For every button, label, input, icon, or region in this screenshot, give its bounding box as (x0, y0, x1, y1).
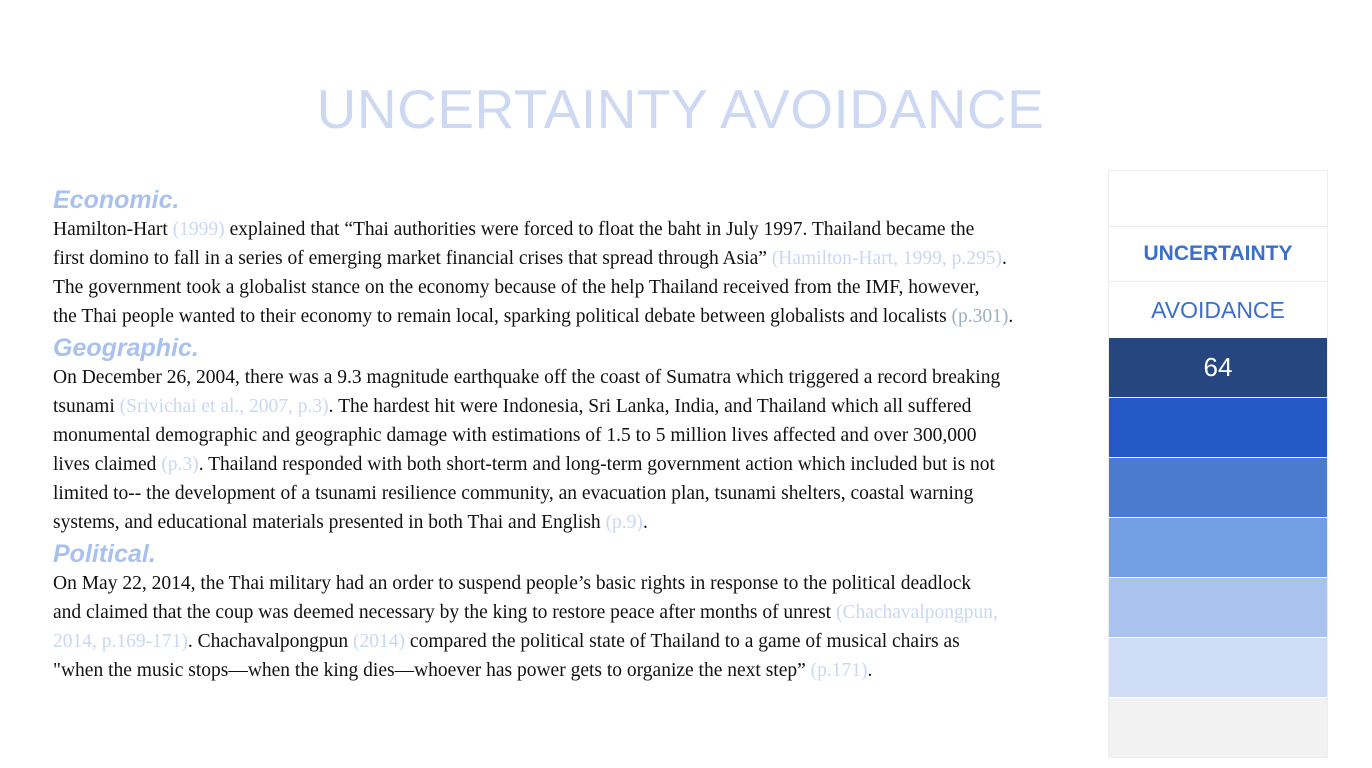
score-band-6 (1109, 638, 1327, 698)
body-text: . Thailand responded with both short-term and long-term government action which included but is not (198, 454, 995, 475)
paragraph-line (53, 479, 1103, 508)
body-text: . (867, 660, 873, 681)
body-text: . (1001, 248, 1007, 269)
paragraph-line (53, 421, 1103, 450)
body-text: . (642, 512, 648, 533)
paragraph-line (53, 569, 1103, 598)
paragraph-political (53, 569, 1103, 685)
section-political (53, 539, 1103, 685)
paragraph-line (53, 215, 1103, 244)
body-text: explained that “Thai authorities were forced to float the baht in July 1997. Thailand became the (224, 219, 975, 240)
citation: (p.171) (810, 660, 868, 681)
heading-political: Political. (53, 540, 156, 568)
body-text: monumental demographic and geographic damage with estimations of 1.5 to 5 million lives affected and over 300,000 (53, 425, 977, 446)
body-text: limited to-- the development of a tsunami resilience community, an evacuation plan, tsunami shelters, coastal warning (53, 483, 974, 504)
paragraph-line (53, 244, 1103, 273)
citation: (p.301) (951, 306, 1009, 327)
section-geographic (53, 333, 1103, 537)
body-text: "when the music stops—when the king dies—whoever has power gets to organize the next step” (53, 660, 811, 681)
citation: (Srivichai et al., 2007, p.3) (119, 396, 329, 417)
paragraph-line (53, 392, 1103, 421)
paragraph-line (53, 302, 1103, 331)
paragraph-line (53, 656, 1103, 685)
paragraph-line (53, 508, 1103, 537)
paragraph-line (53, 363, 1103, 392)
body-text: systems, and educational materials presented in both Thai and English (53, 512, 606, 533)
citation: 2014, p.169-171) (53, 631, 188, 652)
body-text: On May 22, 2014, the Thai military had an order to suspend people’s basic rights in response to the political deadlock (53, 573, 972, 594)
score-band-1 (1109, 338, 1327, 398)
body-text: . The hardest hit were Indonesia, Sri Lanka, India, and Thailand which all suffered (328, 396, 972, 417)
citation: (1999) (172, 219, 225, 240)
body-text: the Thai people wanted to their economy to remain local, sparking political debate between globalists and localists (53, 306, 952, 327)
score-band-4 (1109, 518, 1327, 578)
slide-title: UNCERTAINTY AVOIDANCE (316, 78, 1045, 140)
paragraph-line (53, 450, 1103, 479)
score-band-2 (1109, 398, 1327, 458)
sidebar-blank-row (1109, 171, 1327, 227)
score-band-5 (1109, 578, 1327, 638)
score-value: 64 (1203, 352, 1233, 382)
heading-economic: Economic. (53, 186, 180, 214)
score-sidebar (1108, 170, 1328, 758)
body-text: . (1008, 306, 1014, 327)
citation: (Chachavalpongpun, (835, 602, 998, 623)
body-text: first domino to fall in a series of emerging market financial crises that spread through Asia” (53, 248, 772, 269)
score-band-7 (1109, 698, 1327, 757)
body-text: lives claimed (53, 454, 162, 475)
body-text: Hamilton-Hart (53, 219, 173, 240)
paragraph-geographic (53, 363, 1103, 537)
score-band-3 (1109, 458, 1327, 518)
paragraph-line (53, 627, 1103, 656)
body-text: On December 26, 2004, there was a 9.3 magnitude earthquake off the coast of Sumatra which triggered a record breaking (53, 367, 1001, 388)
citation: (p.3) (161, 454, 199, 475)
body-text: The government took a globalist stance on the economy because of the help Thailand received from the IMF, however, (53, 277, 980, 298)
body-text: and claimed that the coup was deemed necessary by the king to restore peace after months of unrest (53, 602, 836, 623)
content-area (53, 183, 1103, 685)
citation: (2014) (353, 631, 406, 652)
paragraph-economic (53, 215, 1103, 331)
sidebar-label-line1: UNCERTAINTY (1109, 227, 1327, 282)
citation: (Hamilton-Hart, 1999, p.295) (771, 248, 1002, 269)
paragraph-line (53, 598, 1103, 627)
heading-geographic: Geographic. (53, 334, 199, 362)
section-economic (53, 185, 1103, 331)
body-text: compared the political state of Thailand to a game of musical chairs as (405, 631, 960, 652)
sidebar-label-line2: AVOIDANCE (1151, 296, 1285, 323)
paragraph-line (53, 273, 1103, 302)
body-text: tsunami (53, 396, 120, 417)
body-text: . Chachavalpongpun (187, 631, 354, 652)
citation: (p.9) (605, 512, 643, 533)
